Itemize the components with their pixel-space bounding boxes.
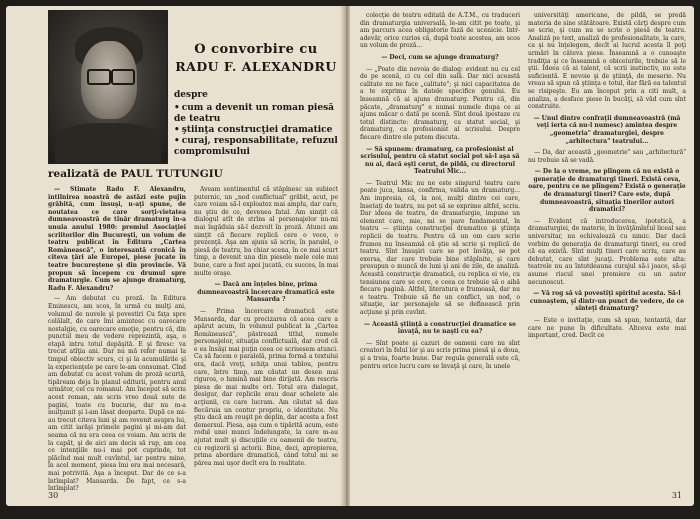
paragraph: — Prima încercare dramatică este Mansarda, dar cu precizarea că acea care a apărut acum, în volumul publicat la „Cartea Românească", păstrează titlul, numele personajelor, situaţia conflictuală, dar cred că e ea însăşi mai puţin ceea ce scrisesem atunci. Ca să facem o paralelă, prima formă a textului era, dacă vreţi, schiţa unui tablou, pentru care, între timp, am căutat un desen mai riguros, o lumină mai bine dirijată. Am rescris piesa de mai multe ori. Totul era dialogat, desigur, dar replicile erau doar schelete ale acţiunii, cu care lucram. Am căutat să dau fiecăruia un contur propriu, o identitate. Nu ştiu dacă am reuşit pe deplin, dar acesta a fost demersul. Piesa, aşa cum e tipărită acum, este rodul unei munci îndelungate, la care m-au ajutat mult şi discuţiile cu oamenii de teatru, cu regizorii şi actorii. Bine, deci, apropierea, prima abordare dramatică, când totul mi se părea mai uşor decît era în realitate. bbox=[194, 307, 338, 467]
right-column-1 bbox=[360, 12, 520, 490]
interview-question: — Vă rog să vă povestiţi spiritul acesta. Să-l cunoaştem, şi dintr-un punct de vedere, de ce sînteţi dramaturg? bbox=[529, 290, 685, 313]
interview-intro: — Stimate Radu F. Alexandru, intilnirea noastră de astăzi este pujin grăbită, cum însuşi, n-aţi spune, de noutatea ce care sorţi-vietatea dumneavoastră de tînăr dramaturg în-a unuia anului 1980: premiul Asociaţiei scriitorilor din Bucureşti, un volum de teatru publicat în Editura „Cartea Românească", o interesantă cronică în citeva ţări ale Europei, piese jucate în teatre bucureştene şi din provincie. Vă propun să începem cu drumul spre dramaturgie. Cum se ajunge dramaturg, Radu F. Alexandru? bbox=[48, 186, 186, 292]
paragraph: — Am debutat cu proză. In Editura Eminescu, am scos, în urmă cu mulţi ani, volumul de nuvele şi povestiri Cu faţa spre celălalt, de care îmi amintesc cu oarecare nostalgie, cu oarecare emoţie, pentru că, din punctul meu de vedere reprezintă, aşa, o etapă intru totul depăşită. E şi firesc: va trecut atîţia ani. Dar nu mă refer numai la timpul obiectiv scurs, ci şi la acumulările şi la experienţele pe care le-am consumat. Cînd am debutat cu acest volum de proză scurtă, tipăream deja în planul editurii, pentru anul următor, cel cu romanul. Am început să scriu acest roman, am scris vreo două sute de pagini, toate cu bucurie, dar nu m-a mulţumit şi l-am lăsat deoparte. După ce mi-au trecut citeva luni şi am revenit asupra lui, am citit iarăşi primele pagini şi mi-am dat seama că nu era ceea ce voiam. Am scris de la capăt, şi de aici am decis să rup, am cea ce intenţiile nu-i mai pot cuprinde, tot plăcînd mai mult cuvîntul, iar pentru mine, în acel moment, piesa îmi era mai necesară, mai potrivită. Aşa a început. Dar de ce s-a întîmplat? Mansarda. De fapt, ce s-a întîmplat? bbox=[48, 295, 186, 493]
paragraph: universităţi americane, de pildă, se predă materia de sine stătătoare. Există cărţi despre cum se scrie, şi cum nu se scrie o piesă de teatru. Analiză pe text, analiză de profesionalitate, la care, ca şi nu înţelegem, decît ai lucrul acesta îl poţi urmări în câteva piese. Înseamnă a o cunoaşte tradiţia şi ce înseamnă o obiceiurile, trebuie să le ştii. Ideea că ai talent, că scrii instinctiv, nu este suficientă. E nevoie şi de ştiinţă, de meserie. Nu vreau să spun că ştiinţa e totul, dar fără ea talentul se risipeşte. Eu am început prin a citi mult, a analiza, a desface piese în bucăţi, să văd cum sînt construite. bbox=[528, 12, 686, 111]
page-number-right: 31 bbox=[671, 491, 682, 500]
left-column-1 bbox=[48, 186, 186, 494]
interview-question: — Această ştiinţă a construcţiei dramatice se învaţă, nu te naşti cu ea? bbox=[364, 320, 516, 336]
right-page bbox=[350, 6, 694, 506]
byline: realizată de PAUL TUTUNGIU bbox=[48, 168, 223, 180]
paragraph: Aveam sentimentul că stăpînesc un subiect puternic, un „nod conflictual" grăbit, acut, pe care voiam să-l exploatez mai amplu, dar care, nu ştiu de ce, devenea fatal. Am simţit că dialogul atît de strîns al personajelor nu-mi mai îngăduia să-l dezvolt în proză. Atunci am simţit că fiecare replică cere o voce, o prezenţă. Aşa am ajuns să scriu, în paralel, o piesă de teatru, ba chiar scena, în ce mai scurt timp, a devenit una din piesele mele cele mai bune, care a fost apoi jucată, cu succes, în mai multe oraşe. bbox=[194, 186, 338, 277]
paragraph: colecţie de teatru editată de A.T.M., cu traduceri din dramaturgia universală, le-am citit pe toate, şi am parcurs acea obligatorie fază de ucenicie. Intr-adevăr, orice curios că, după toate acestea, am scos un volum de proză... bbox=[360, 12, 520, 50]
left-page bbox=[6, 6, 346, 506]
subtitle-bullet: • cum a devenit un roman piesă de teatru bbox=[174, 103, 334, 124]
right-column-2 bbox=[528, 12, 686, 490]
paragraph: — Sînt poate şi cazuri de oameni care nu sînt creatori în felul lor şi au scris prima piesă şi a doua, şi a treia, foarte bune. Dar regula generală este că, pentru orice lucru care se învaţă şi care, în unele bbox=[360, 339, 520, 370]
paragraph: — Este o invitaţie, cum să spun, tentantă, dar care ne pune în dificultate. Altceva este mai important, cred. Decît ce bbox=[528, 316, 686, 340]
paragraph: — Evident că introducerea, ipotetică, a dramaturgiei, de materie, în învăţămîntul liceal sau universitar, nu echivalează cu nimic. Dar dacă vorbim de generaţia de dramaturgi tineri, eu cred că ea există. Sînt mulţi tineri care scriu, care au debutat, care sînt jucaţi. Problema este alta: teatrele nu au întotdeauna curajul să-i joace, să-şi asume riscul unei premiere cu un autor necunoscut. bbox=[528, 217, 686, 286]
subtitle-bullet: • curaj, responsabilitate, refuzul compromisului bbox=[174, 136, 338, 157]
article-title bbox=[166, 42, 346, 74]
paragraph: — Da, dar această „geometrie" sau „arhitectură" nu trebuie să se vadă. bbox=[528, 149, 686, 164]
subtitle-bullet: • ştiinţa construcţiei dramatice bbox=[174, 125, 333, 135]
glasses-right-lens bbox=[111, 69, 135, 85]
interview-question: — Dacă am înţeles bine, prima dumneavoastră încercare dramatică este Mansarda ? bbox=[197, 281, 335, 304]
glasses-left-lens bbox=[87, 69, 111, 85]
subtitle-block bbox=[174, 90, 346, 158]
left-column-2 bbox=[194, 186, 338, 494]
page-number-left: 30 bbox=[48, 491, 59, 500]
portrait-photo bbox=[48, 10, 168, 164]
interview-question: — De la o vreme, ne plîngem că nu există o generaţie de dramaturgi tineri. Există ceva, oare, pentru ce ne plîngem? Există o generaţie de dramaturgi tineri? Care este, după dumneavoastră, situaţia tinerilor autori dramatici? bbox=[528, 168, 686, 214]
title-line-1: O convorbire cu bbox=[194, 42, 318, 57]
interview-question: — Să spunem: dramaturg, ca profesionist al scrisului, pentru că statut social pot să-l aşa să nu ai, dacă eşti cerut, de pildă, cu directorul Teatrului Mic... bbox=[360, 145, 520, 176]
portrait-body bbox=[55, 123, 161, 163]
paragraph: — Teatrul Mic nu ne este singurul teatru care poate juca, lansa, confirma, valida un dramaturg... Am impresia, că, la noi, mulţi dintre cei care, însetaţi de teatru, nu pot să se exprime altfel, scriu. Dar ideea de teatru, de dramaturgie, impune un element care, mie, mi se pare fundamental, în teatru — ştiinţa construcţiei dramatice şi ştiinţa replicii de teatru. Pentru că un om care scrie frumos nu înseamnă că ştie să scrie şi replică de teatru. Sînt însuşiri care se pot învăţa, se pot exersa, dar care trebuie bine stăpînite, şi care presupun o muncă de luni şi ani de zile, de analiză. Această construcţie dramatică, cu replica ei vie, cu tensiunea care se cere, e ceea ce trebuie să o aibă fiecare pagină. Altfel, literatura e frumoasă, dar nu e teatru. Trebuie să fie un conflict, un nod, o situaţie, iar personajele să se definească prin acţiune şi prin cuvînt. bbox=[360, 179, 520, 316]
interview-question: — Deci, cum se ajunge dramaturg? bbox=[381, 53, 499, 61]
subtitle-despre: despre bbox=[174, 90, 208, 100]
interview-question: — Unul dintre confraţii dumneavoastră (mă veţi ierta că nu-l numesc) amintea despre „geometria" dramaturgiei, despre „arhitectura" teatrului... bbox=[533, 114, 681, 145]
paragraph: — „Poate din nevoia de dialog: evident nu cu cel de pe scenă, ci cu cel din sală. Dar nici această calitate nu ne face „calitate"; şi nici capacitatea de a te exprima în datele specifice genului. Eu înseamnă că ai ajuns dramaturg. Pentru că, din păcate, „dramaturg" e numai numele dupa ce ai ajuns măcar o dată pe scenă. Sînt două ipostaze cu totul distincte: dramaturg, ca statut social, şi dramaturg, ca profesionist al scrisului. Despre fiecare dintre ele putem discuta. bbox=[360, 65, 520, 141]
title-line-2: RADU F. ALEXANDRU bbox=[175, 59, 337, 74]
